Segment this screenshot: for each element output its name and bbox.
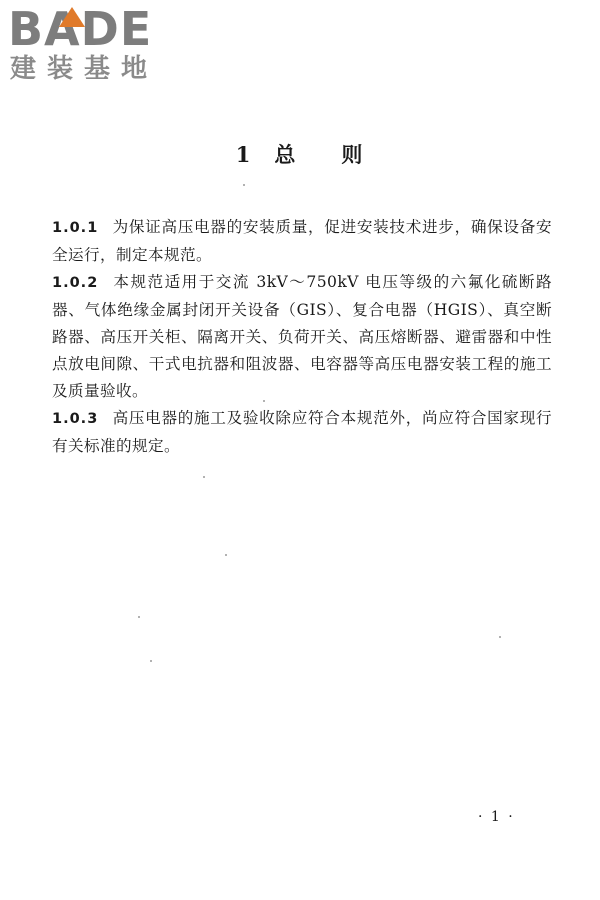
- clause-list: [52, 214, 552, 460]
- scan-speck: [150, 660, 152, 662]
- chapter-title: [0, 140, 600, 170]
- chapter-title-word-2: 则: [341, 142, 365, 167]
- scan-speck: [243, 184, 245, 186]
- scan-speck: [203, 476, 205, 478]
- chapter-title-word-1: 总: [274, 142, 298, 167]
- page-number: · 1 ·: [478, 809, 515, 825]
- clause-text: 高压电器的施工及验收除应符合本规范外，尚应符合国家现行有关标准的规定。: [52, 409, 552, 455]
- clause-text: 为保证高压电器的安装质量，促进安装技术进步，确保设备安全运行，制定本规范。: [52, 218, 552, 264]
- clause-1-0-3: [52, 405, 552, 460]
- logo-brand-text: BADE: [8, 2, 153, 56]
- chapter-number: 1: [235, 142, 253, 167]
- clause-1-0-2: [52, 269, 552, 405]
- scan-speck: [225, 554, 227, 556]
- logo-subtitle-text: 建装基地: [10, 54, 159, 84]
- scan-speck: [263, 400, 265, 402]
- scan-speck: [499, 636, 501, 638]
- logo-accent-triangle: [59, 7, 85, 27]
- watermark-logo: [8, 4, 178, 84]
- clause-number: 1.0.2: [52, 275, 99, 291]
- clause-number: 1.0.3: [52, 411, 99, 427]
- clause-text: 本规范适用于交流 3kV～750kV 电压等级的六氟化硫断路器、气体绝缘金属封闭开关设备（GIS）、复合电器（HGIS）、真空断路器、高压开关柜、隔离开关、负荷开关、高压熔断器、避雷器和中性点放电间隙、干式电抗器和阻波器、电容器等高压电器安装工程的施工及质量验收。: [52, 273, 552, 400]
- clause-1-0-1: [52, 214, 552, 269]
- scan-speck: [138, 616, 140, 618]
- clause-number: 1.0.1: [52, 220, 99, 236]
